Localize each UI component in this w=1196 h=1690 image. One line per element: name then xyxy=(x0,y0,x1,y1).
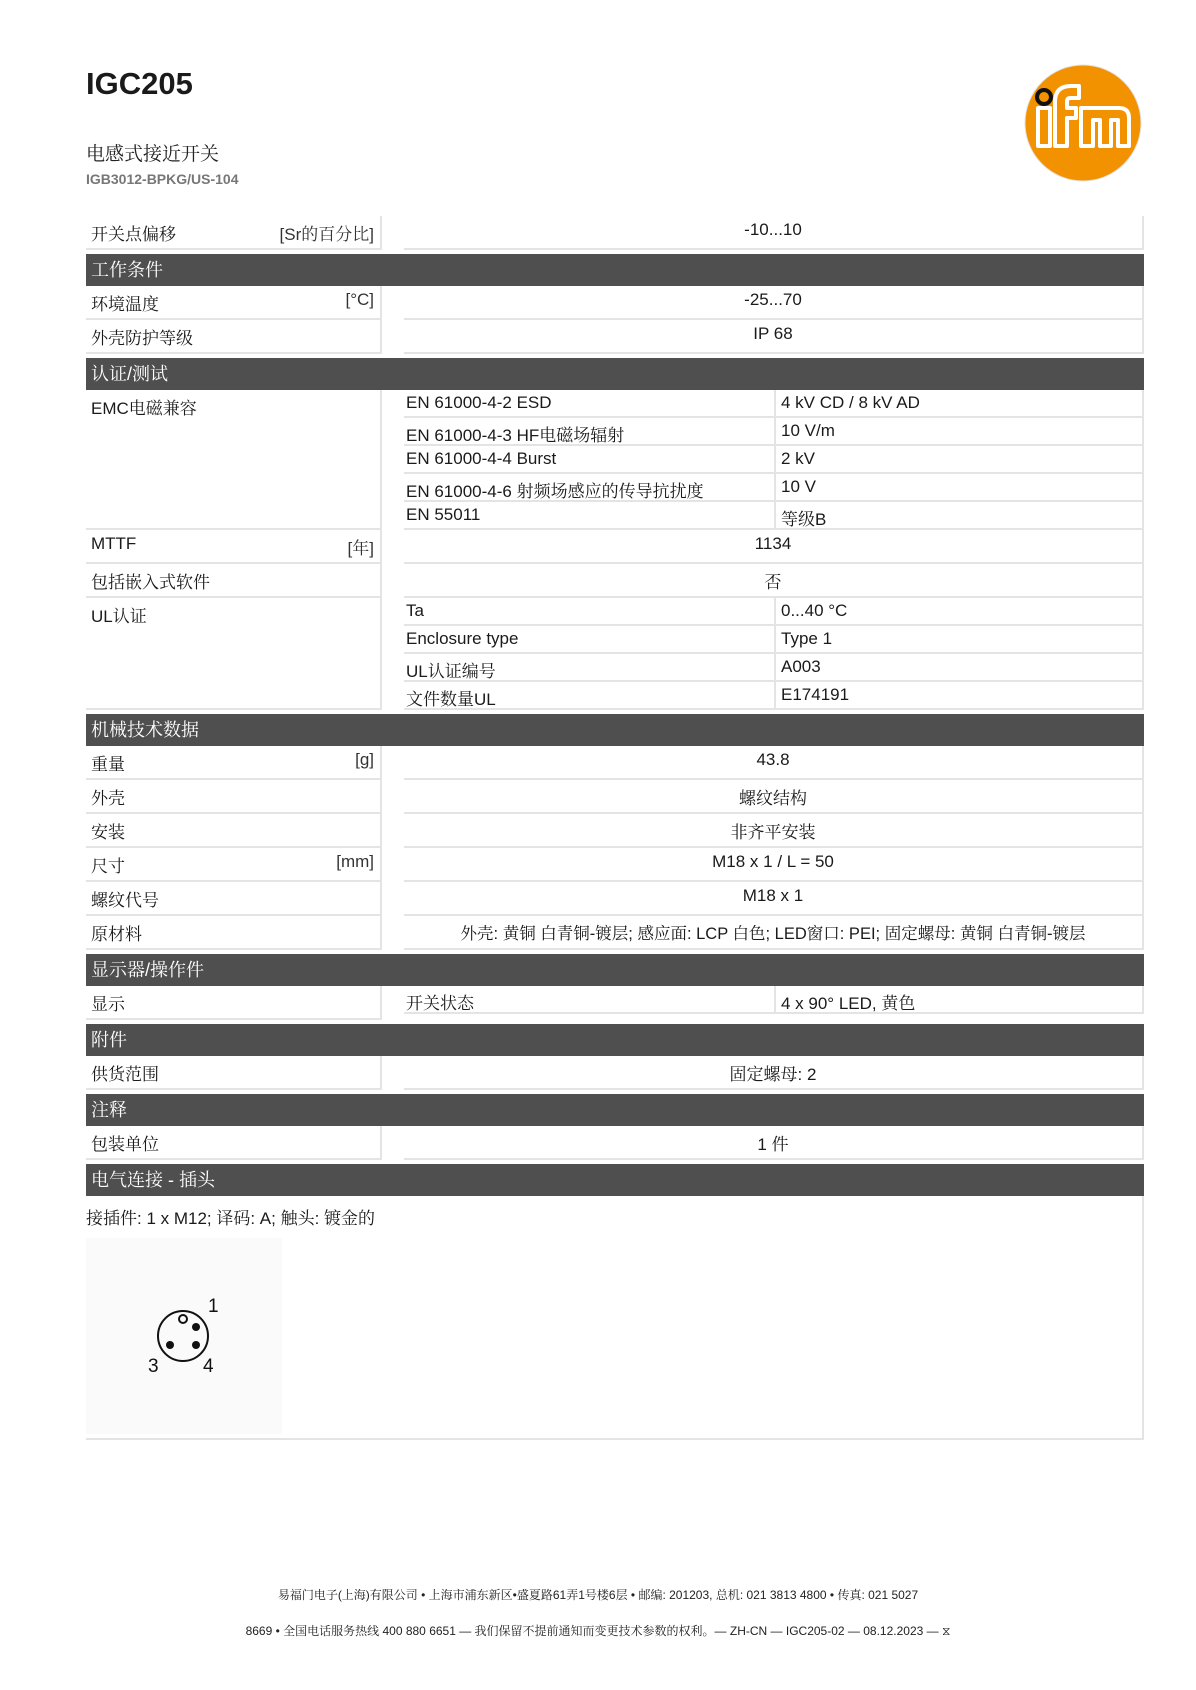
pin-label: 3 xyxy=(148,1356,159,1377)
product-code: IGB3012-BPKG/US-104 xyxy=(86,171,239,187)
ul-row: 文件数量UL E174191 xyxy=(404,682,1144,710)
emc-row: EN 61000-4-4 Burst 2 kV xyxy=(404,446,1144,474)
spec-table xyxy=(86,216,1144,1440)
section-accessories: 附件 xyxy=(86,1024,1144,1056)
row-value: -10...10 xyxy=(404,216,1144,250)
row-scope-of-supply: 供货范围 固定螺母: 2 xyxy=(86,1056,1144,1090)
row-mounting: 安装 非齐平安装 xyxy=(86,814,1144,848)
ifm-logo xyxy=(1024,64,1142,182)
row-ul-approval: UL认证 Ta 0...40 °C Enclosure type Type 1 UL认证编号 A003 文件数量UL E174191 xyxy=(86,598,1144,710)
pin-label: 1 xyxy=(208,1296,219,1317)
pin-diagram xyxy=(86,1238,282,1434)
row-mttf: MTTF [年] 1134 xyxy=(86,530,1144,564)
row-protection-rating: 外壳防护等级 IP 68 xyxy=(86,320,1144,354)
display-row: 开关状态 4 x 90° LED, 黄色 xyxy=(404,986,1144,1014)
product-subtitle: 电感式接近开关 xyxy=(86,144,220,165)
row-thread: 螺纹代号 M18 x 1 xyxy=(86,882,1144,916)
row-housing: 外壳 螺纹结构 xyxy=(86,780,1144,814)
footer-address: 易福门电子(上海)有限公司 • 上海市浦东新区•盛夏路61弄1号楼6层 • 邮编: 201203, 总机: 021 3813 4800 • 传真: 021 5027 xyxy=(277,1588,919,1602)
section-electrical-connection: 电气连接 - 插头 xyxy=(86,1164,1144,1196)
ul-row: Enclosure type Type 1 xyxy=(404,626,1144,654)
emc-subtable xyxy=(404,390,1144,530)
footer-legal: 8669 • 全国电话服务热线 400 880 6651 — 我们保留不提前通知而变更技术参数的权利。— ZH-CN — IGC205-02 — 08.12.2023 — ⧖ xyxy=(245,1624,951,1638)
row-ambient-temperature: 环境温度 [°C] -25...70 xyxy=(86,286,1144,320)
emc-row: EN 61000-4-6 射频场感应的传导抗扰度 10 V xyxy=(404,474,1144,502)
ul-row: Ta 0...40 °C xyxy=(404,598,1144,626)
connector-pinout-icon xyxy=(86,1238,282,1434)
ul-row: UL认证编号 A003 xyxy=(404,654,1144,682)
emc-row: EN 55011 等级B xyxy=(404,502,1144,530)
emc-row: EN 61000-4-2 ESD 4 kV CD / 8 kV AD xyxy=(404,390,1144,418)
product-title: IGC205 xyxy=(86,66,193,101)
ul-subtable xyxy=(404,598,1144,710)
row-switch-point-drift xyxy=(86,216,1144,250)
row-materials: 原材料 外壳: 黄铜 白青铜-镀层; 感应面: LCP 白色; LED窗口: PEI; 固定螺母: 黄铜 白青铜-镀层 xyxy=(86,916,1144,950)
row-weight: 重量 [g] 43.8 xyxy=(86,746,1144,780)
row-emc: EMC电磁兼容 EN 61000-4-2 ESD 4 kV CD / 8 kV AD EN 61000-4-3 HF电磁场辐射 10 V/m EN 61000-4-4 Burst 2 kV EN 61000-4-6 射频场感应的传导抗扰度 10 V EN 55011 等级B xyxy=(86,390,1144,530)
pin-label: 4 xyxy=(203,1356,214,1377)
connector-description: 接插件: 1 x M12; 译码: A; 触头: 镀金的 xyxy=(86,1209,376,1228)
row-display: 显示 开关状态 4 x 90° LED, 黄色 xyxy=(86,986,1144,1020)
row-pack-unit: 包装单位 1 件 xyxy=(86,1126,1144,1160)
section-remarks: 注释 xyxy=(86,1094,1144,1126)
section-approvals: 认证/测试 xyxy=(86,358,1144,390)
row-label: 开关点偏移 [Sr的百分比] xyxy=(86,216,382,250)
section-display: 显示器/操作件 xyxy=(86,954,1144,986)
row-dimensions: 尺寸 [mm] M18 x 1 / L = 50 xyxy=(86,848,1144,882)
electrical-connection-box xyxy=(86,1196,1144,1440)
section-operating-conditions: 工作条件 xyxy=(86,254,1144,286)
emc-row: EN 61000-4-3 HF电磁场辐射 10 V/m xyxy=(404,418,1144,446)
section-mechanical-data: 机械技术数据 xyxy=(86,714,1144,746)
row-embedded-software: 包括嵌入式软件 否 xyxy=(86,564,1144,598)
